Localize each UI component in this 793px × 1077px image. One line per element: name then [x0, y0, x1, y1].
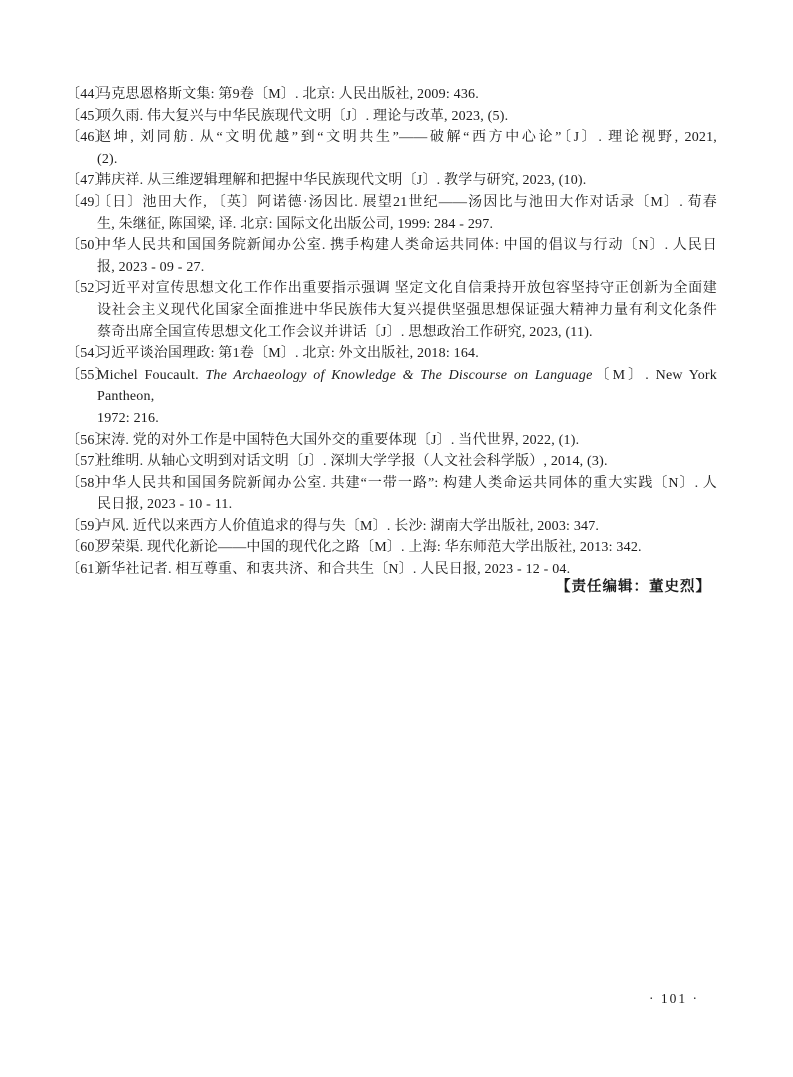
reference-line — [66, 365, 717, 408]
reference-line — [97, 322, 717, 344]
editor-credit: 【责任编辑：董史烈】 — [556, 579, 711, 595]
reference-entry — [66, 127, 717, 170]
reference-line — [66, 343, 717, 365]
reference-line — [66, 516, 717, 538]
reference-text: 宋涛. 党的对外工作是中国特色大国外交的重要体现〔J〕. 当代世界, 2022, (1). — [97, 432, 580, 448]
reference-line — [97, 257, 717, 279]
reference-number: 〔47〕 — [66, 173, 109, 189]
reference-text: 新华社记者. 相互尊重、和衷共济、和合共生〔N〕. 人民日报, 2023 - 12 - 04. — [97, 562, 571, 578]
reference-line — [97, 300, 717, 322]
reference-line — [66, 84, 717, 106]
reference-text: 罗荣渠. 现代化新论——中国的现代化之路〔M〕. 上海: 华东师范大学出版社, 2013: 342. — [97, 540, 642, 556]
reference-text: 马克思恩格斯文集: 第9卷〔M〕. 北京: 人民出版社, 2009: 436. — [97, 87, 479, 102]
reference-number: 〔49〕 — [66, 194, 109, 210]
reference-number: 〔59〕 — [66, 518, 109, 534]
reference-text: 生, 朱继征, 陈国梁, 译. 北京: 国际文化出版公司, 1999: 284 - 297. — [97, 216, 494, 232]
reference-entry — [66, 343, 717, 365]
reference-entry — [66, 192, 717, 235]
reference-number: 〔61〕 — [66, 562, 109, 578]
reference-number: 〔55〕 — [66, 367, 109, 383]
reference-text: 项久雨. 伟大复兴与中华民族现代文明〔J〕. 理论与改革, 2023, (5). — [97, 108, 509, 124]
references-list — [66, 84, 717, 581]
reference-text: 韩庆祥. 从三维逻辑理解和把握中华民族现代文明〔J〕. 教学与研究, 2023, (10). — [97, 173, 587, 189]
reference-entry — [66, 430, 717, 452]
reference-entry — [66, 235, 717, 278]
reference-number: 〔60〕 — [66, 540, 109, 556]
reference-number: 〔50〕 — [66, 238, 109, 254]
reference-line — [66, 106, 717, 128]
reference-line — [97, 149, 717, 171]
reference-text: 报, 2023 - 09 - 27. — [97, 259, 205, 275]
reference-entry — [66, 365, 717, 430]
reference-entry — [66, 473, 717, 516]
reference-text: 民日报, 2023 - 10 - 11. — [97, 497, 233, 513]
reference-number: 〔54〕 — [66, 346, 109, 362]
reference-entry — [66, 451, 717, 473]
reference-line — [66, 235, 717, 257]
reference-number: 〔58〕 — [66, 475, 109, 491]
reference-text: 中华人民共和国国务院新闻办公室. 携手构建人类命运共同体: 中国的倡议与行动〔N〕. 人民日 — [97, 238, 717, 254]
reference-number: 〔44〕 — [66, 87, 109, 102]
reference-line — [66, 278, 717, 300]
reference-line — [97, 214, 717, 236]
reference-number: 〔45〕 — [66, 108, 109, 124]
reference-text: 〔M〕. New York Pantheon, — [97, 367, 717, 405]
reference-text: 习近平对宣传思想文化工作作出重要指示强调 坚定文化自信秉持开放包容坚持守正创新为全面建 — [97, 281, 717, 297]
reference-text: 中华人民共和国国务院新闻办公室. 共建“一带一路”: 构建人类命运共同体的重大实践〔N〕. 人 — [97, 475, 717, 491]
reference-number: 〔57〕 — [66, 454, 109, 470]
reference-line — [97, 494, 717, 516]
reference-line — [66, 473, 717, 495]
reference-line — [66, 192, 717, 214]
reference-number: 〔56〕 — [66, 432, 109, 448]
reference-line — [66, 430, 717, 452]
reference-text: 蔡奇出席全国宣传思想文化工作会议并讲话〔J〕. 思想政治工作研究, 2023, (11). — [97, 324, 593, 340]
reference-line — [66, 170, 717, 192]
reference-line — [66, 537, 717, 559]
reference-line — [97, 408, 717, 430]
reference-entry — [66, 516, 717, 538]
reference-entry — [66, 84, 717, 106]
reference-text: 卢风. 近代以来西方人价值追求的得与失〔M〕. 长沙: 湖南大学出版社, 2003: 347. — [97, 518, 600, 534]
reference-text: 习近平谈治国理政: 第1卷〔M〕. 北京: 外文出版社, 2018: 164. — [97, 346, 479, 362]
reference-number: 〔52〕 — [66, 281, 109, 297]
reference-entry — [66, 537, 717, 559]
reference-text: 设社会主义现代化国家全面推进中华民族伟大复兴提供坚强思想保证强大精神力量有利文化条件 — [97, 302, 717, 318]
reference-title-italic: The Archaeology of Knowledge & The Discourse on Language — [205, 367, 593, 383]
reference-text: 杜维明. 从轴心文明到对话文明〔J〕. 深圳大学学报（人文社会科学版）, 2014, (3). — [97, 454, 608, 470]
reference-line — [66, 451, 717, 473]
reference-text: 1972: 216. — [97, 410, 159, 426]
reference-number: 〔46〕 — [66, 130, 109, 146]
reference-text: 〔日〕池田大作, 〔英〕阿诺德·汤因比. 展望21世纪——汤因比与池田大作对话录〔M〕. 荀春 — [97, 194, 717, 210]
reference-text: Michel Foucault. — [97, 367, 206, 383]
reference-entry — [66, 278, 717, 343]
page-number: · 101 · — [649, 991, 699, 1006]
reference-entry — [66, 170, 717, 192]
reference-text: (2). — [97, 151, 118, 167]
reference-text: 赵坤, 刘同舫. 从“文明优越”到“文明共生”——破解“西方中心论”〔J〕. 理论视野, 2021, — [97, 130, 717, 146]
reference-entry — [66, 106, 717, 128]
reference-line — [66, 127, 717, 149]
